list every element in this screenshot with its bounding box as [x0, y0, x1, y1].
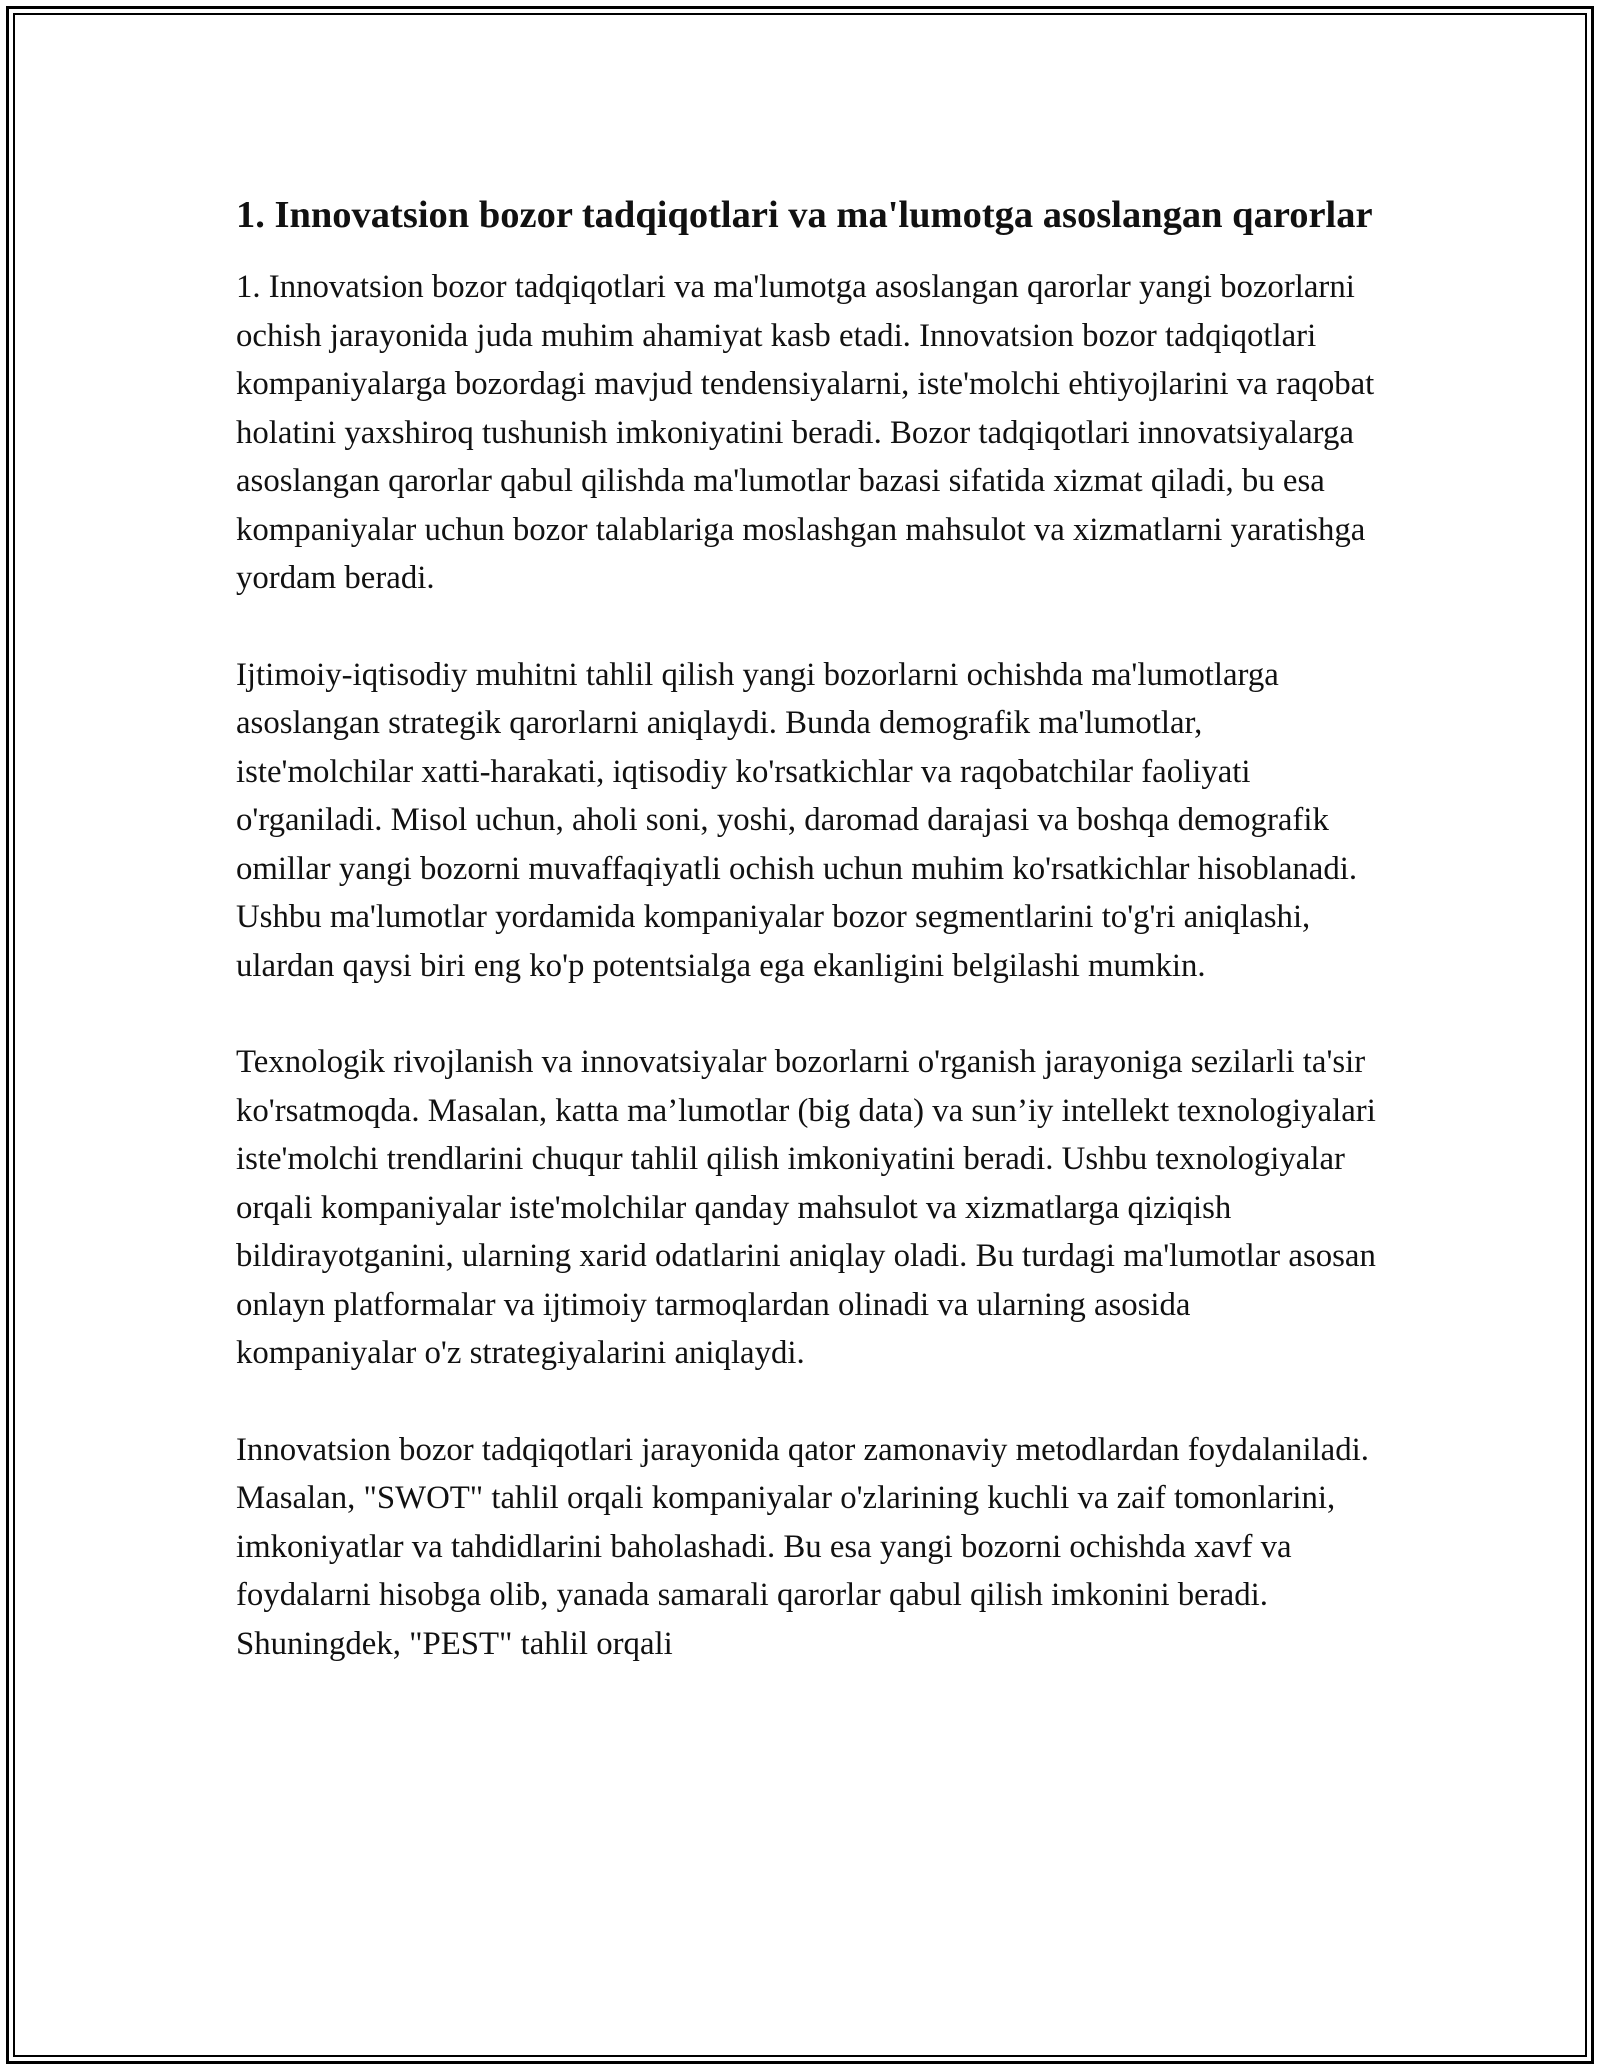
document-body	[236, 188, 1376, 1668]
paragraph-3: Texnologik rivojlanish va innovatsiyalar bozorlarni o'rganish jarayoniga sezilarli ta'sir ko'rsatmoqda. Masalan, katta ma’lumotlar (big data) va sun’iy intellekt texnologiyalari iste'molchi trendlarini chuqur tahlil qilish imkoniyatini beradi. Ushbu texnologiyalar orqali kompaniyalar iste'molchilar qanday mahsulot va xizmatlarga qiziqish bildirayotganini, ularning xarid odatlarini aniqlay oladi. Bu turdagi ma'lumotlar asosan onlayn platformalar va ijtimoiy tarmoqlardan olinadi va ularning asosida kompaniyalar o'z strategiyalarini aniqlaydi.	[236, 1044, 1376, 1371]
paragraph-2: Ijtimoiy-iqtisodiy muhitni tahlil qilish yangi bozorlarni ochishda ma'lumotlarga asoslangan strategik qarorlarni aniqlaydi. Bunda demografik ma'lumotlar, iste'molchilar xatti-harakati, iqtisodiy ko'rsatkichlar va raqobatchilar faoliyati o'rganiladi. Misol uchun, aholi soni, yoshi, daromad darajasi va boshqa demografik omillar yangi bozorni muvaffaqiyatli ochish uchun muhim ko'rsatkichlar hisoblanadi. Ushbu ma'lumotlar yordamida kompaniyalar bozor segmentlarini to'g'ri aniqlashi, ulardan qaysi biri eng ko'p potentsialga ega ekanligini belgilashi mumkin.	[236, 656, 1358, 984]
paragraph-1: 1. Innovatsion bozor tadqiqotlari va ma'lumotga asoslangan qarorlar yangi bozorlarni ochish jarayonida juda muhim ahamiyat kasb etadi. Innovatsion bozor tadqiqotlari kompaniyalarga bozordagi mavjud tendensiyalarni, iste'molchi ehtiyojlarini va raqobat holatini yaxshiroq tushunish imkoniyatini beradi. Bozor tadqiqotlari innovatsiyalarga asoslangan qarorlar qabul qilishda ma'lumotlar bazasi sifatida xizmat qiladi, bu esa kompaniyalar uchun bozor talablariga moslashgan mahsulot va xizmatlarni yaratishga yordam beradi.	[236, 269, 1375, 596]
section-heading: 1. Innovatsion bozor tadqiqotlari va ma'lumotga asoslangan qarorlar	[236, 194, 1373, 236]
paragraph-4: Innovatsion bozor tadqiqotlari jarayonida qator zamonaviy metodlardan foydalaniladi. Masalan, "SWOT" tahlil orqali kompaniyalar o'zlarining kuchli va zaif tomonlarini, imkoniyatlar va tahdidlarini baholashadi. Bu esa yangi bozorni ochishda xavf va foydalarni hisobga olib, yanada samarali qarorlar qabul qilish imkonini beradi. Shuningdek, "PEST" tahlil orqali	[236, 1431, 1369, 1662]
